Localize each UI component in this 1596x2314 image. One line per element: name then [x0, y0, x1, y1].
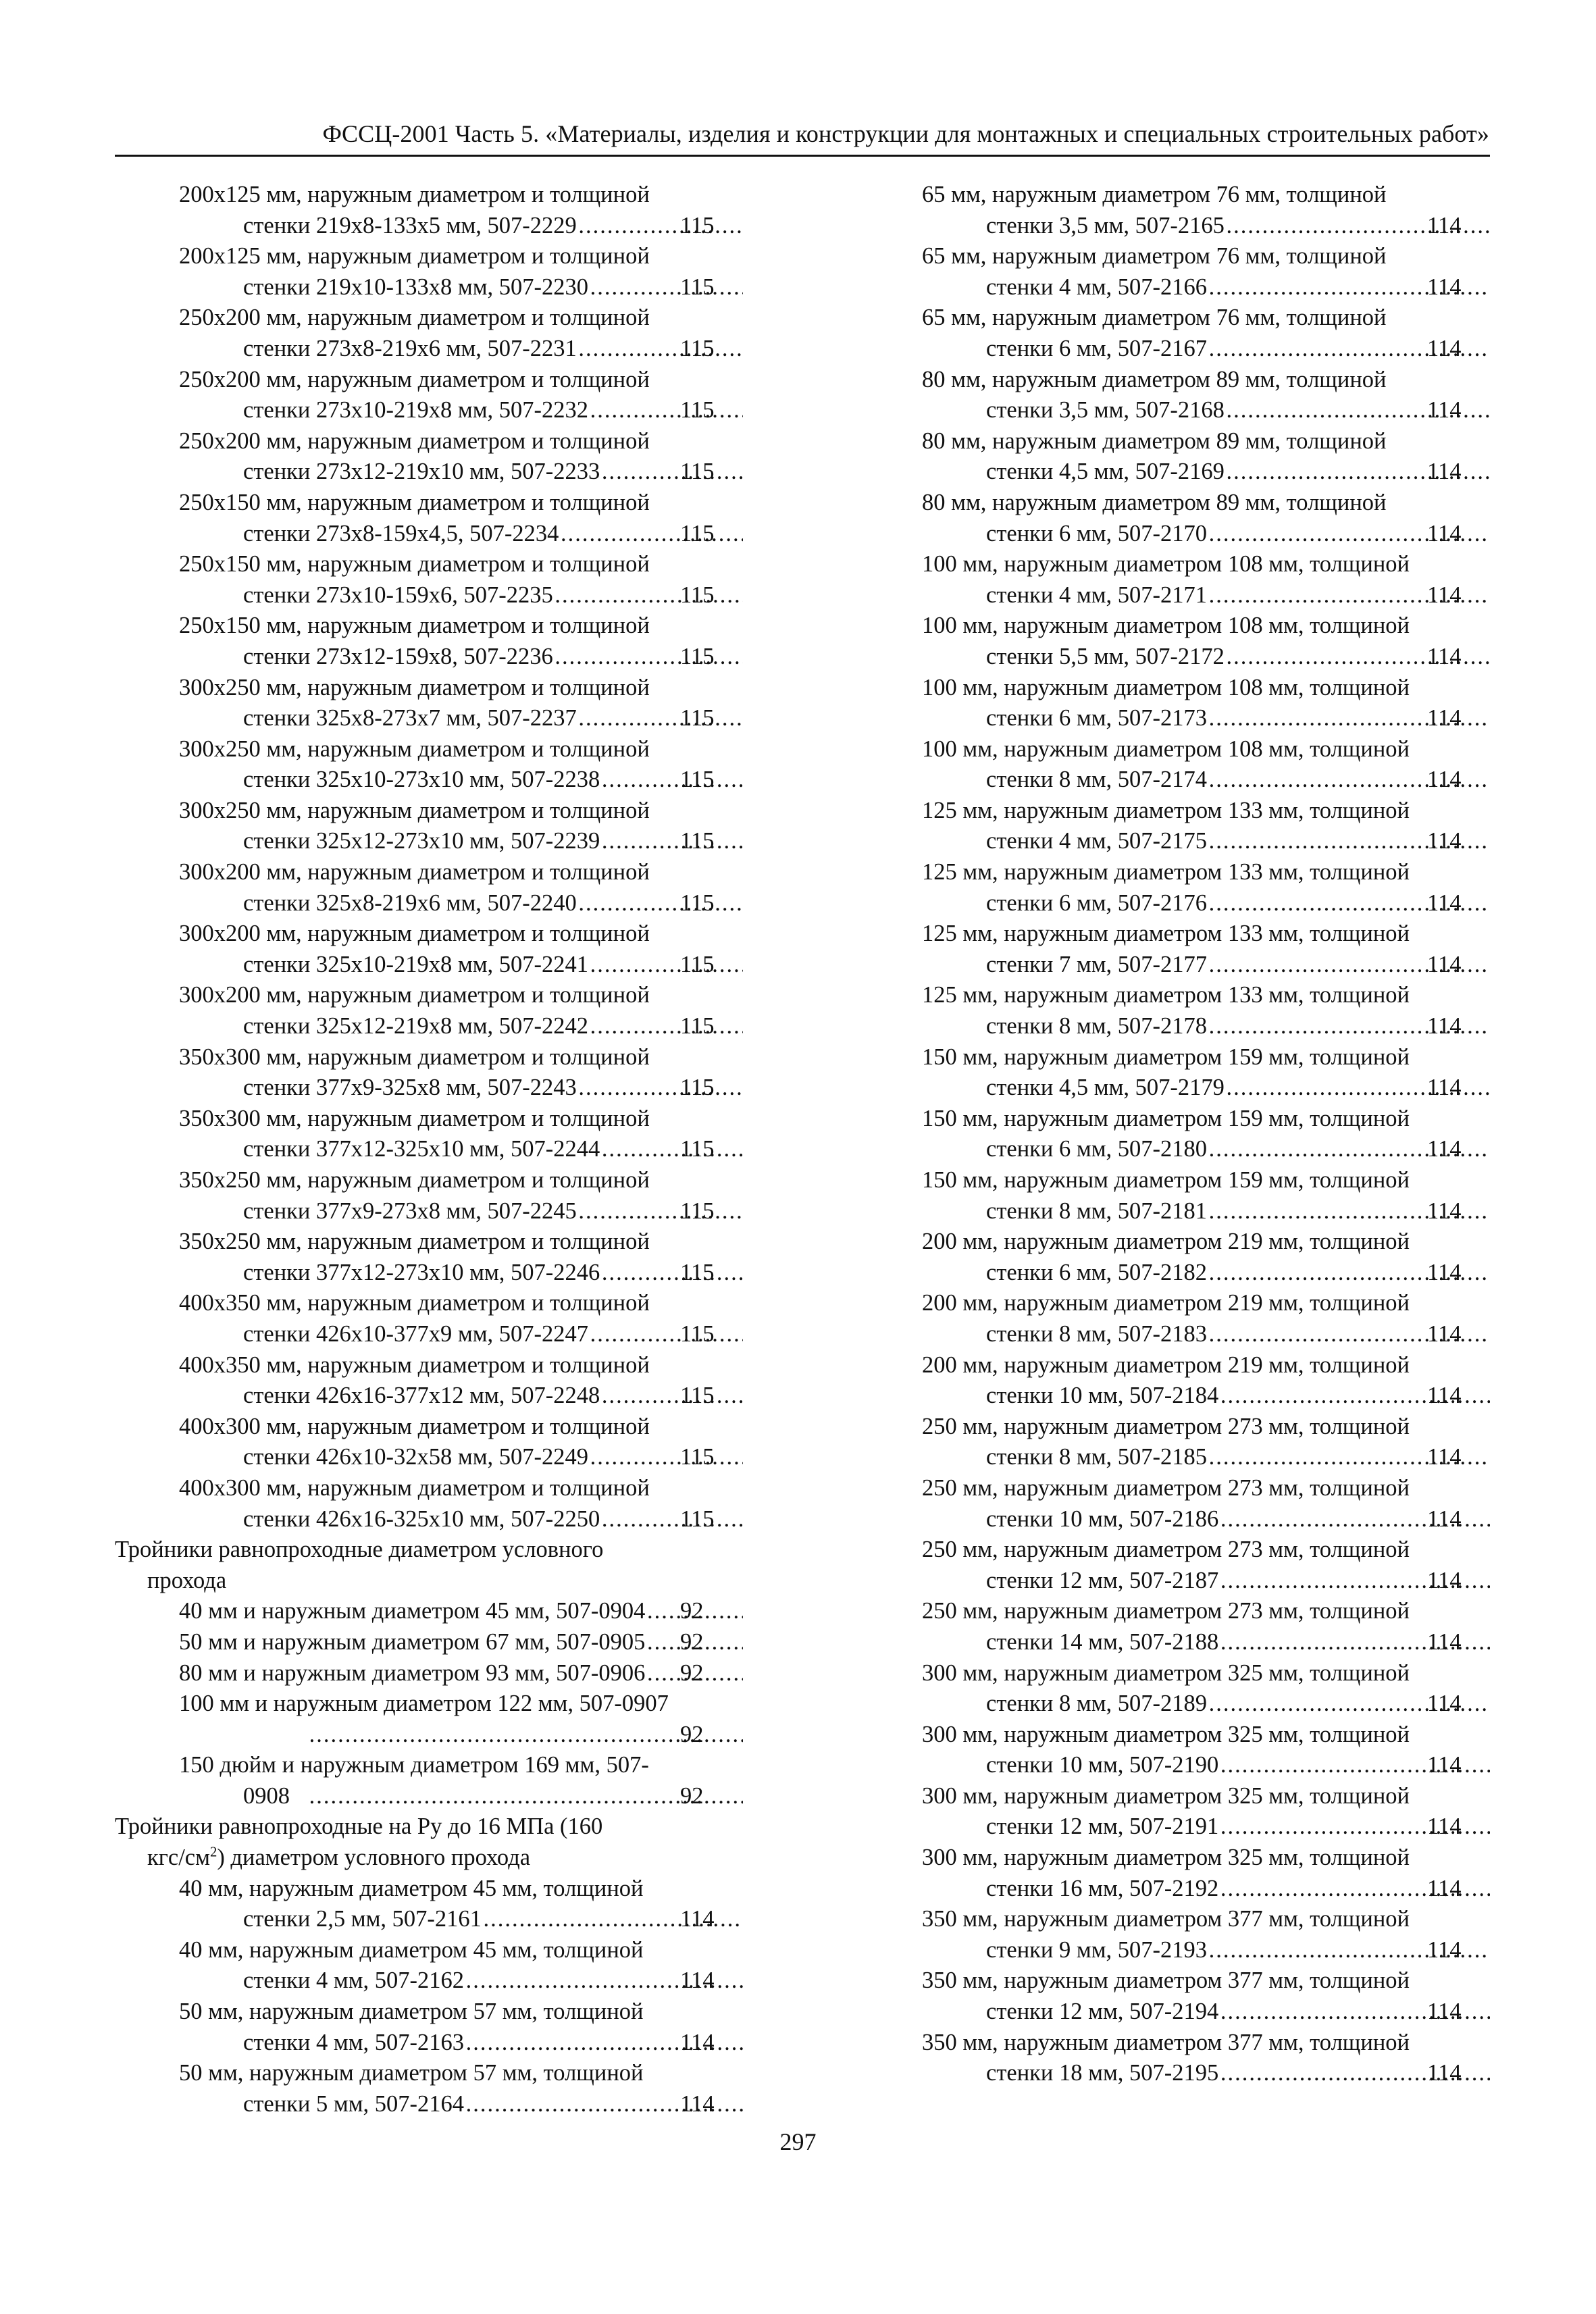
index-entry: 50 мм и наружным диаметром 67 мм, 507-0905 ..... 92	[179, 1627, 744, 1658]
index-entry: 250x200 мм, наружным диаметром и толщиной стенки 273x8-219x6 мм, 507-2231 ..... 115	[179, 303, 744, 364]
entry-text-cont: стенки 273x8-159x4,5, 507-2234	[243, 520, 559, 546]
index-entry: 300 мм, наружным диаметром 325 мм, толщиной стенки 8 мм, 507-2189 ..... 114	[922, 1658, 1491, 1720]
entry-text: 150 дюйм и наружным диаметром 169 мм, 507-	[179, 1752, 649, 1778]
index-entry: 300 мм, наружным диаметром 325 мм, толщиной стенки 10 мм, 507-2190 ..... 114	[922, 1720, 1491, 1781]
index-entry: 350x250 мм, наружным диаметром и толщиной стенки 377x9-273x8 мм, 507-2245 ..... 115	[179, 1165, 744, 1227]
entry-text-cont: стенки 7 мм, 507-2177	[986, 951, 1208, 977]
heading-text: ) диаметром условного прохода	[217, 1845, 531, 1871]
entry-text-cont: стенки 4 мм, 507-2166	[986, 274, 1208, 300]
entry-text-cont: стенки 273x12-219x10 мм, 507-2233	[243, 459, 600, 485]
leader-dots	[601, 1258, 743, 1289]
leader-dots	[578, 334, 743, 365]
entry-text: 300x200 мм, наружным диаметром и толщиной	[179, 921, 650, 947]
entry-text-cont: стенки 426x16-325x10 мм, 507-2250	[243, 1506, 600, 1532]
index-entry: 250 мм, наружным диаметром 273 мм, толщиной стенки 10 мм, 507-2186 ..... 114	[922, 1473, 1491, 1535]
entry-text-cont: стенки 8 мм, 507-2185	[986, 1444, 1208, 1470]
entry-text-cont: стенки 3,5 мм, 507-2168	[986, 397, 1225, 423]
entry-text-cont: стенки 6 мм, 507-2170	[986, 520, 1208, 546]
entry-text: 250 мм, наружным диаметром 273 мм, толщиной	[922, 1598, 1410, 1624]
index-entry: 250x150 мм, наружным диаметром и толщиной стенки 273x8-159x4,5, 507-2234 ..... 115	[179, 488, 744, 549]
entry-text-cont: стенки 12 мм, 507-2194	[986, 1999, 1219, 2025]
entry-text: 300x250 мм, наружным диаметром и толщиной	[179, 674, 650, 700]
entry-text: 300 мм, наружным диаметром 325 мм, толщиной	[922, 1660, 1410, 1686]
entry-text: 100 мм, наружным диаметром 108 мм, толщиной	[922, 736, 1410, 762]
entry-text: 250 мм, наружным диаметром 273 мм, толщиной	[922, 1474, 1410, 1501]
entry-text-cont: стенки 219x8-133x5 мм, 507-2229	[243, 212, 577, 238]
entry-text-cont: стенки 426x10-377x9 мм, 507-2247	[243, 1320, 589, 1347]
entry-text-cont: стенки 273x10-159x6, 507-2235	[243, 582, 553, 608]
entry-text: 300 мм, наружным диаметром 325 мм, толщиной	[922, 1782, 1410, 1809]
entry-text: 250 мм, наружным диаметром 273 мм, толщиной	[922, 1413, 1410, 1439]
entry-text-cont: стенки 6 мм, 507-2182	[986, 1259, 1208, 1285]
entry-text: 200 мм, наружным диаметром 219 мм, толщиной	[922, 1290, 1410, 1316]
entry-text-cont: стенки 2,5 мм, 507-2161	[243, 1906, 482, 1932]
index-entry: 400x300 мм, наружным диаметром и толщиной стенки 426x10-32x58 мм, 507-2249 ..... 115	[179, 1412, 744, 1473]
heading-line: Тройники равнопроходные диаметром условного	[115, 1537, 604, 1563]
index-entry: 65 мм, наружным диаметром 76 мм, толщиной стенки 3,5 мм, 507-2165 ..... 114	[922, 180, 1491, 241]
index-entry: 300x200 мм, наружным диаметром и толщиной стенки 325x10-219x8 мм, 507-2241 ..... 115	[179, 919, 744, 980]
entry-text-cont: стенки 6 мм, 507-2180	[986, 1136, 1208, 1162]
leader-dots	[590, 1011, 743, 1042]
entry-text: 200 мм, наружным диаметром 219 мм, толщиной	[922, 1229, 1410, 1255]
index-entry: 250 мм, наружным диаметром 273 мм, толщиной стенки 8 мм, 507-2185 ..... 114	[922, 1412, 1491, 1473]
running-header: ФССЦ-2001 Часть 5. «Материалы, изделия и конструкции для монтажных и специальных строительных работ»	[322, 120, 1489, 147]
leader-dots	[309, 1720, 743, 1751]
entry-text-cont: стенки 9 мм, 507-2193	[986, 1936, 1208, 1963]
entry-text: 350x300 мм, наружным диаметром и толщиной	[179, 1044, 650, 1070]
index-entry: 300 мм, наружным диаметром 325 мм, толщиной стенки 12 мм, 507-2191 ..... 114	[922, 1781, 1491, 1843]
index-entry: 125 мм, наружным диаметром 133 мм, толщиной стенки 6 мм, 507-2176 ..... 114	[922, 857, 1491, 919]
index-entry: 50 мм, наружным диаметром 57 мм, толщиной стенки 5 мм, 507-2164 ..... 114	[179, 2058, 744, 2119]
index-entry: 100 мм, наружным диаметром 108 мм, толщиной стенки 5,5 мм, 507-2172 ..... 114	[922, 611, 1491, 672]
entry-text-cont: стенки 14 мм, 507-2188	[986, 1628, 1219, 1655]
entry-text: 40 мм, наружным диаметром 45 мм, толщиной	[179, 1875, 644, 1901]
index-entry: 400x350 мм, наружным диаметром и толщиной стенки 426x10-377x9 мм, 507-2247 ..... 115	[179, 1288, 744, 1349]
entry-text: 100 мм, наружным диаметром 108 мм, толщиной	[922, 551, 1410, 577]
entry-text: 100 мм, наружным диаметром 108 мм, толщиной	[922, 613, 1410, 639]
entry-text-cont: стенки 325x12-219x8 мм, 507-2242	[243, 1013, 589, 1039]
entry-text: 200x125 мм, наружным диаметром и толщиной	[179, 243, 650, 269]
entry-text: 300x200 мм, наружным диаметром и толщиной	[179, 982, 650, 1008]
index-entry: 400x300 мм, наружным диаметром и толщиной стенки 426x16-325x10 мм, 507-2250 ..... 115	[179, 1473, 744, 1535]
heading-line-cont: прохода	[147, 1567, 227, 1593]
entry-text: 150 мм, наружным диаметром 159 мм, толщиной	[922, 1167, 1410, 1193]
entry-text: 250 мм, наружным диаметром 273 мм, толщиной	[922, 1537, 1410, 1563]
entry-text: 350x250 мм, наружным диаметром и толщиной	[179, 1167, 650, 1193]
entry-text-cont: стенки 5 мм, 507-2164	[243, 2090, 465, 2117]
entry-text: 65 мм, наружным диаметром 76 мм, толщиной	[922, 243, 1387, 269]
entry-text-cont: стенки 325x8-273x7 мм, 507-2237	[243, 705, 577, 731]
index-entry: 250x150 мм, наружным диаметром и толщиной стенки 273x12-159x8, 507-2236 ..... 115	[179, 611, 744, 672]
index-entry: 100 мм, наружным диаметром 108 мм, толщиной стенки 6 мм, 507-2173 ..... 114	[922, 673, 1491, 734]
entry-text-cont: стенки 4 мм, 507-2163	[243, 2029, 465, 2055]
entry-text-cont: стенки 4 мм, 507-2175	[986, 828, 1208, 854]
entry-text: 400x300 мм, наружным диаметром и толщиной	[179, 1474, 650, 1501]
entry-text-cont: стенки 273x8-219x6 мм, 507-2231	[243, 335, 577, 361]
index-heading	[115, 1535, 744, 1596]
leader-dots	[555, 580, 743, 611]
entry-text: 250x150 мм, наружным диаметром и толщиной	[179, 551, 650, 577]
leader-dots	[590, 395, 743, 426]
index-entry: 100 мм, наружным диаметром 108 мм, толщиной стенки 8 мм, 507-2174 ..... 114	[922, 734, 1491, 796]
entry-text-cont: стенки 12 мм, 507-2191	[986, 1814, 1219, 1840]
leader-dots	[601, 826, 743, 857]
entry-text: 350x300 мм, наружным диаметром и толщиной	[179, 1105, 650, 1131]
index-entry: 200 мм, наружным диаметром 219 мм, толщиной стенки 10 мм, 507-2184 ..... 114	[922, 1350, 1491, 1412]
index-entry: 350 мм, наружным диаметром 377 мм, толщиной стенки 9 мм, 507-2193 ..... 114	[922, 1904, 1491, 1965]
entry-text: 250x200 мм, наружным диаметром и толщиной	[179, 305, 650, 331]
entry-text: 200x125 мм, наружным диаметром и толщиной	[179, 182, 650, 207]
header-rule	[115, 155, 1490, 157]
leader-dots	[601, 1381, 743, 1412]
entry-text-cont: стенки 8 мм, 507-2181	[986, 1198, 1208, 1224]
index-entry: 100 мм и наружным диаметром 122 мм, 507-0907 ..... 92	[179, 1689, 744, 1750]
index-entry: 80 мм, наружным диаметром 89 мм, толщиной стенки 3,5 мм, 507-2168 ..... 114	[922, 365, 1491, 426]
leader-dots	[578, 1073, 743, 1104]
entry-text-cont: стенки 4 мм, 507-2171	[986, 582, 1208, 608]
entry-text-cont: стенки 377x12-325x10 мм, 507-2244	[243, 1136, 600, 1162]
index-entry: 200 мм, наружным диаметром 219 мм, толщиной стенки 8 мм, 507-2183 ..... 114	[922, 1288, 1491, 1349]
entry-text-cont: стенки 18 мм, 507-2195	[986, 2060, 1219, 2086]
index-entry: 65 мм, наружным диаметром 76 мм, толщиной стенки 4 мм, 507-2166 ..... 114	[922, 241, 1491, 303]
entry-text: 250x150 мм, наружным диаметром и толщиной	[179, 613, 650, 639]
page-number: 297	[779, 2128, 817, 2155]
entry-text: 350x250 мм, наружным диаметром и толщиной	[179, 1229, 650, 1255]
index-entry: 250x200 мм, наружным диаметром и толщиной стенки 273x10-219x8 мм, 507-2232 ..... 115	[179, 365, 744, 426]
index-entry: 125 мм, наружным диаметром 133 мм, толщиной стенки 8 мм, 507-2178 ..... 114	[922, 980, 1491, 1042]
leader-dots	[555, 642, 743, 673]
leader-dots	[590, 950, 743, 981]
index-entry: 350x300 мм, наружным диаметром и толщиной стенки 377x9-325x8 мм, 507-2243 ..... 115	[179, 1042, 744, 1104]
heading-line: Тройники равнопроходные на Ру до 16 МПа (160	[115, 1814, 603, 1840]
leader-dots	[309, 1781, 743, 1812]
index-entry: 400x350 мм, наружным диаметром и толщиной стенки 426x16-377x12 мм, 507-2248 ..... 115	[179, 1350, 744, 1412]
entry-text: 400x350 мм, наружным диаметром и толщиной	[179, 1352, 650, 1378]
index-entry: 40 мм, наружным диаметром 45 мм, толщиной стенки 2,5 мм, 507-2161 ..... 114	[179, 1874, 744, 1935]
entry-text: 125 мм, наружным диаметром 133 мм, толщиной	[922, 797, 1410, 823]
entry-text-cont: стенки 273x12-159x8, 507-2236	[243, 643, 553, 669]
entry-text-cont: стенки 377x9-273x8 мм, 507-2245	[243, 1198, 577, 1224]
entry-text-cont: стенки 377x9-325x8 мм, 507-2243	[243, 1075, 577, 1101]
index-entry: 150 дюйм и наружным диаметром 169 мм, 507- 0908 ..... 92	[179, 1750, 744, 1811]
entry-text-cont: стенки 5,5 мм, 507-2172	[986, 643, 1225, 669]
entry-text-cont: стенки 4,5 мм, 507-2179	[986, 1075, 1225, 1101]
entry-text: 80 мм, наружным диаметром 89 мм, толщиной	[922, 366, 1387, 392]
index-entry: 300x250 мм, наружным диаметром и толщиной стенки 325x8-273x7 мм, 507-2237 ..... 115	[179, 673, 744, 734]
entry-text: 50 мм и наружным диаметром 67 мм, 507-0905	[179, 1628, 646, 1655]
index-entry: 300x250 мм, наружным диаметром и толщиной стенки 325x10-273x10 мм, 507-2238 ..... 115	[179, 734, 744, 796]
entry-text: 250x200 мм, наружным диаметром и толщиной	[179, 428, 650, 454]
entry-text: 50 мм, наружным диаметром 57 мм, толщиной	[179, 1999, 644, 2025]
index-entry: 125 мм, наружным диаметром 133 мм, толщиной стенки 7 мм, 507-2177 ..... 114	[922, 919, 1491, 980]
heading-line-cont	[115, 1843, 744, 1874]
entry-text: 200 мм, наружным диаметром 219 мм, толщиной	[922, 1352, 1410, 1378]
entry-text: 400x350 мм, наружным диаметром и толщиной	[179, 1290, 650, 1316]
entry-text-cont: стенки 4,5 мм, 507-2169	[986, 459, 1225, 485]
entry-text: 250x150 мм, наружным диаметром и толщиной	[179, 489, 650, 515]
leader-dots	[578, 1196, 743, 1227]
entry-text-cont: стенки 426x16-377x12 мм, 507-2248	[243, 1383, 600, 1409]
entry-text-cont: стенки 273x10-219x8 мм, 507-2232	[243, 397, 589, 423]
entry-text-cont: стенки 377x12-273x10 мм, 507-2246	[243, 1259, 600, 1285]
entry-text: 350 мм, наружным диаметром 377 мм, толщиной	[922, 2029, 1410, 2055]
entry-text-cont: стенки 325x12-273x10 мм, 507-2239	[243, 828, 600, 854]
index-heading	[115, 1811, 744, 1873]
index-entry: 80 мм, наружным диаметром 89 мм, толщиной стенки 6 мм, 507-2170 ..... 114	[922, 488, 1491, 549]
entry-text-cont: стенки 219x10-133x8 мм, 507-2230	[243, 274, 589, 300]
entry-text: 65 мм, наружным диаметром 76 мм, толщиной	[922, 182, 1387, 207]
index-column-left	[115, 180, 744, 2119]
entry-text-cont: стенки 10 мм, 507-2186	[986, 1506, 1219, 1532]
index-entry: 300 мм, наружным диаметром 325 мм, толщиной стенки 16 мм, 507-2192 ..... 114	[922, 1843, 1491, 1904]
entry-text-cont: стенки 4 мм, 507-2162	[243, 1968, 465, 1994]
index-entry: 50 мм, наружным диаметром 57 мм, толщиной стенки 4 мм, 507-2163 ..... 114	[179, 1997, 744, 2058]
index-entry: 80 мм, наружным диаметром 89 мм, толщиной стенки 4,5 мм, 507-2169 ..... 114	[922, 426, 1491, 488]
entry-text: 350 мм, наружным диаметром 377 мм, толщиной	[922, 1906, 1410, 1932]
index-entry: 125 мм, наружным диаметром 133 мм, толщиной стенки 4 мм, 507-2175 ..... 114	[922, 796, 1491, 857]
entry-text: 350 мм, наружным диаметром 377 мм, толщиной	[922, 1968, 1410, 1994]
index-entry: 350x300 мм, наружным диаметром и толщиной стенки 377x12-325x10 мм, 507-2244 ..... 115	[179, 1104, 744, 1165]
index-entry: 40 мм, наружным диаметром 45 мм, толщиной стенки 4 мм, 507-2162 ..... 114	[179, 1935, 744, 1997]
entry-text-cont: стенки 8 мм, 507-2178	[986, 1013, 1208, 1039]
index-column-right	[858, 180, 1491, 2089]
index-entry: 250x200 мм, наружным диаметром и толщиной стенки 273x12-219x10 мм, 507-2233 ..... 115	[179, 426, 744, 488]
entry-text: 100 мм и наружным диаметром 122 мм, 507-0907	[179, 1691, 669, 1717]
entry-text: 150 мм, наружным диаметром 159 мм, толщиной	[922, 1044, 1410, 1070]
index-entry: 200x125 мм, наружным диаметром и толщиной стенки 219x8-133x5 мм, 507-2229 ..... 115	[179, 180, 744, 241]
entry-text-cont: стенки 6 мм, 507-2167	[986, 335, 1208, 361]
entry-text: 100 мм, наружным диаметром 108 мм, толщиной	[922, 674, 1410, 700]
entry-text-cont: стенки 6 мм, 507-2173	[986, 705, 1208, 731]
index-entry: 80 мм и наружным диаметром 93 мм, 507-0906 ..... 92	[179, 1658, 744, 1689]
entry-text-cont: стенки 6 мм, 507-2176	[986, 890, 1208, 916]
leader-dots	[601, 1504, 743, 1535]
index-entry: 250 мм, наружным диаметром 273 мм, толщиной стенки 12 мм, 507-2187 ..... 114	[922, 1535, 1491, 1596]
index-entry: 300x200 мм, наружным диаметром и толщиной стенки 325x8-219x6 мм, 507-2240 ..... 115	[179, 857, 744, 919]
entry-text-cont: стенки 10 мм, 507-2184	[986, 1383, 1219, 1409]
entry-text-cont: стенки 325x8-219x6 мм, 507-2240	[243, 890, 577, 916]
entry-text: 80 мм, наружным диаметром 89 мм, толщиной	[922, 428, 1387, 454]
index-entry: 250 мм, наружным диаметром 273 мм, толщиной стенки 14 мм, 507-2188 ..... 114	[922, 1596, 1491, 1657]
entry-text: 125 мм, наружным диаметром 133 мм, толщиной	[922, 921, 1410, 947]
index-entry: 65 мм, наружным диаметром 76 мм, толщиной стенки 6 мм, 507-2167 ..... 114	[922, 303, 1491, 364]
entry-text-cont: стенки 8 мм, 507-2189	[986, 1691, 1208, 1717]
leader-dots	[601, 457, 743, 488]
entry-text: 125 мм, наружным диаметром 133 мм, толщиной	[922, 859, 1410, 885]
index-entry: 200 мм, наружным диаметром 219 мм, толщиной стенки 6 мм, 507-2182 ..... 114	[922, 1227, 1491, 1288]
entry-text: 400x300 мм, наружным диаметром и толщиной	[179, 1413, 650, 1439]
index-entry: 100 мм, наружным диаметром 108 мм, толщиной стенки 4 мм, 507-2171 ..... 114	[922, 549, 1491, 611]
entry-text-cont: стенки 3,5 мм, 507-2165	[986, 212, 1225, 238]
entry-text: 125 мм, наружным диаметром 133 мм, толщиной	[922, 982, 1410, 1008]
entry-text-cont: стенки 16 мм, 507-2192	[986, 1875, 1219, 1901]
index-entry: 300x250 мм, наружным диаметром и толщиной стенки 325x12-273x10 мм, 507-2239 ..... 115	[179, 796, 744, 857]
index-entry: 150 мм, наружным диаметром 159 мм, толщиной стенки 8 мм, 507-2181 ..... 114	[922, 1165, 1491, 1227]
entry-text-cont: стенки 12 мм, 507-2187	[986, 1567, 1219, 1593]
index-entry: 350 мм, наружным диаметром 377 мм, толщиной стенки 18 мм, 507-2195 ..... 114	[922, 2028, 1491, 2089]
entry-text: 300 мм, наружным диаметром 325 мм, толщиной	[922, 1845, 1410, 1871]
leader-dots	[601, 1134, 743, 1165]
leader-dots	[578, 703, 743, 734]
entry-text-cont: стенки 426x10-32x58 мм, 507-2249	[243, 1444, 589, 1470]
entry-text: 80 мм, наружным диаметром 89 мм, толщиной	[922, 489, 1387, 515]
entry-text: 80 мм и наружным диаметром 93 мм, 507-0906	[179, 1660, 646, 1686]
index-entry: 250x150 мм, наружным диаметром и толщиной стенки 273x10-159x6, 507-2235 ..... 115	[179, 549, 744, 611]
entry-text-cont: стенки 325x10-219x8 мм, 507-2241	[243, 951, 589, 977]
entry-text-cont: стенки 8 мм, 507-2174	[986, 767, 1208, 793]
leader-dots	[578, 888, 743, 919]
index-entry: 200x125 мм, наружным диаметром и толщиной стенки 219x10-133x8 мм, 507-2230 ..... 115	[179, 241, 744, 303]
entry-text: 150 мм, наружным диаметром 159 мм, толщиной	[922, 1105, 1410, 1131]
leader-dots	[560, 519, 743, 550]
entry-text: 50 мм, наружным диаметром 57 мм, толщиной	[179, 2060, 644, 2086]
entry-text-cont: стенки 325x10-273x10 мм, 507-2238	[243, 767, 600, 793]
entry-text-cont: стенки 10 мм, 507-2190	[986, 1752, 1219, 1778]
leader-dots	[590, 1442, 743, 1473]
heading-unit: кгс/см	[147, 1845, 210, 1871]
unit-superscript: 2	[209, 1845, 217, 1860]
leader-dots	[590, 272, 743, 303]
index-entry: 150 мм, наружным диаметром 159 мм, толщиной стенки 4,5 мм, 507-2179 ..... 114	[922, 1042, 1491, 1104]
index-entry: 300x200 мм, наружным диаметром и толщиной стенки 325x12-219x8 мм, 507-2242 ..... 115	[179, 980, 744, 1042]
index-entry: 350 мм, наружным диаметром 377 мм, толщиной стенки 12 мм, 507-2194 ..... 114	[922, 1965, 1491, 2027]
entry-text: 40 мм, наружным диаметром 45 мм, толщиной	[179, 1936, 644, 1963]
index-entry: 150 мм, наружным диаметром 159 мм, толщиной стенки 6 мм, 507-2180 ..... 114	[922, 1104, 1491, 1165]
index-entry: 350x250 мм, наружным диаметром и толщиной стенки 377x12-273x10 мм, 507-2246 ..... 115	[179, 1227, 744, 1288]
index-entry: 40 мм и наружным диаметром 45 мм, 507-0904 ..... 92	[179, 1596, 744, 1627]
entry-text: 40 мм и наружным диаметром 45 мм, 507-0904	[179, 1598, 646, 1624]
entry-text-cont: стенки 8 мм, 507-2183	[986, 1320, 1208, 1347]
entry-text: 300x250 мм, наружным диаметром и толщиной	[179, 736, 650, 762]
entry-text: 250x200 мм, наружным диаметром и толщиной	[179, 366, 650, 392]
entry-text: 65 мм, наружным диаметром 76 мм, толщиной	[922, 305, 1387, 331]
entry-text: 300x250 мм, наружным диаметром и толщиной	[179, 797, 650, 823]
entry-text: 300x200 мм, наружным диаметром и толщиной	[179, 859, 650, 885]
leader-dots	[601, 765, 743, 796]
leader-dots	[578, 211, 743, 242]
leader-dots	[590, 1319, 743, 1350]
entry-text: 300 мм, наружным диаметром 325 мм, толщиной	[922, 1721, 1410, 1747]
